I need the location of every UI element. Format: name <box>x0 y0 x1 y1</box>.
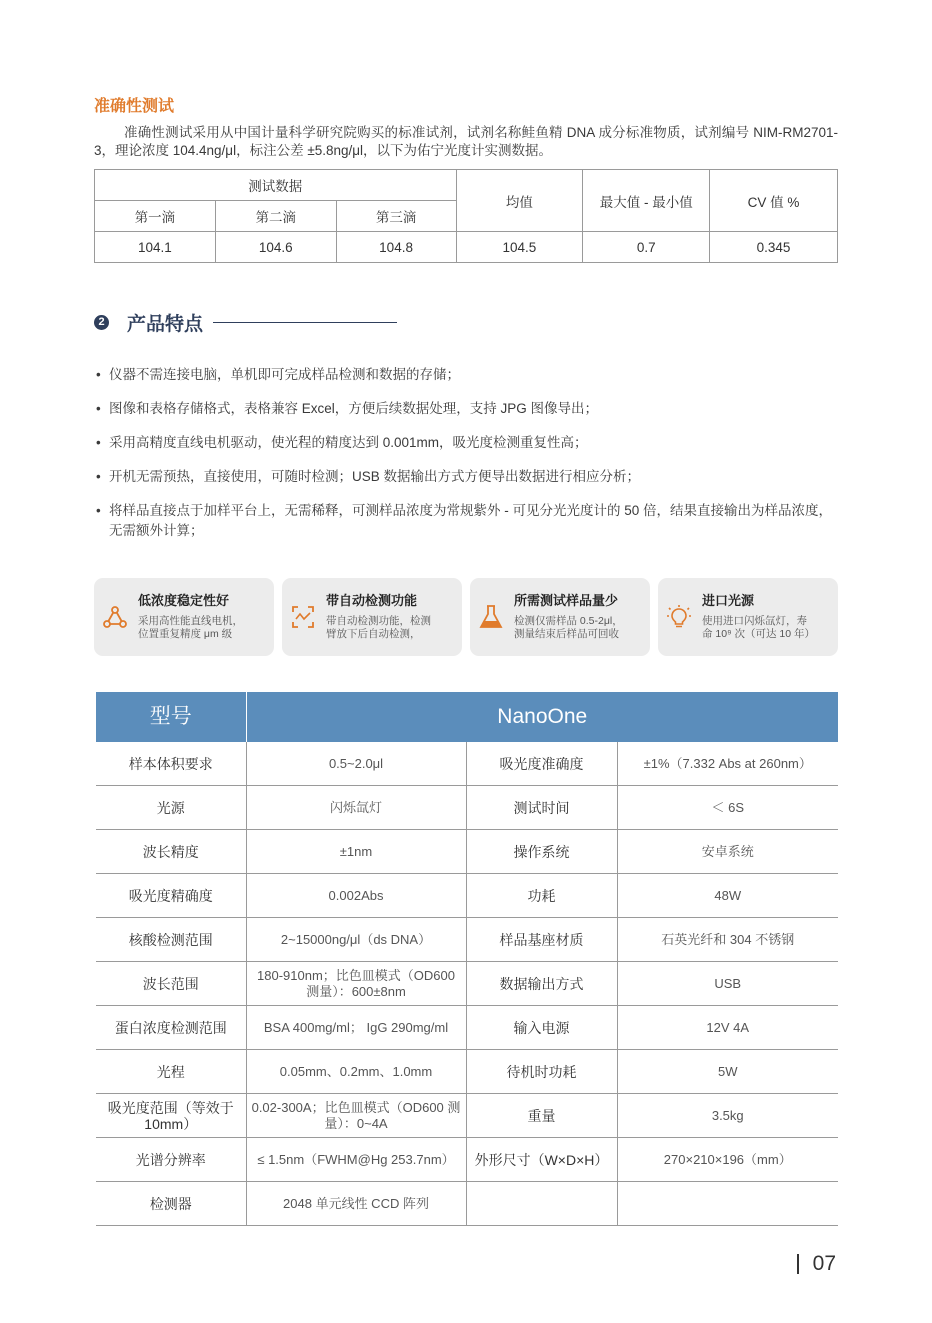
page-number-text: 07 <box>812 1252 836 1275</box>
spec-label-cell: 待机时功耗 <box>466 1050 617 1094</box>
spec-label-cell: 测试时间 <box>466 786 617 830</box>
spec-value-cell: 270×210×196（mm） <box>617 1138 838 1182</box>
table-cell: 104.8 <box>336 232 456 263</box>
feature-card <box>470 578 650 656</box>
table-cell: 104.6 <box>215 232 336 263</box>
spec-value-cell: 0.05mm、0.2mm、1.0mm <box>246 1050 466 1094</box>
list-item: • 采用高精度直线电机驱动，使光程的精度达到 0.001mm，吸光度检测重复性高； <box>96 433 840 453</box>
spec-value-cell: 180-910nm；比色皿模式（OD600 测量）：600±8nm <box>246 962 466 1006</box>
features-heading <box>94 309 397 335</box>
list-item: • 开机无需预热，直接使用，可随时检测；USB 数据输出方式方便导出数据进行相应分析； <box>96 467 840 487</box>
auto-detect-icon <box>290 604 316 630</box>
accuracy-table <box>94 169 838 263</box>
spec-label-cell: 蛋白浓度检测范围 <box>96 1006 246 1050</box>
spec-label-cell: 核酸检测范围 <box>96 918 246 962</box>
card-desc-line-2: 位置重复精度 μm 级 <box>138 628 233 640</box>
table-row <box>96 874 838 918</box>
table-cell: 104.5 <box>456 232 583 263</box>
lamp-icon <box>666 604 692 630</box>
drop-2-header: 第二滴 <box>215 201 336 232</box>
spec-value-cell: 安卓系统 <box>617 830 838 874</box>
card-desc-line-1: 采用高性能直线电机， <box>138 615 243 627</box>
spec-value-cell: 石英光纤和 304 不锈钢 <box>617 918 838 962</box>
spec-label-cell: 数据输出方式 <box>466 962 617 1006</box>
spec-table <box>96 692 838 1226</box>
spec-label-cell: 输入电源 <box>466 1006 617 1050</box>
card-desc-line-1: 检测仅需样品 0.5-2μl， <box>514 615 623 627</box>
table-row <box>96 1182 838 1226</box>
card-title: 带自动检测功能 <box>326 593 418 608</box>
card-desc-line-1: 使用进口闪烁氙灯，寿 <box>702 615 807 627</box>
spec-value-cell: 0.002Abs <box>246 874 466 918</box>
drop-1-header: 第一滴 <box>95 201 216 232</box>
table-row <box>96 962 838 1006</box>
features-title: 产品特点 <box>127 313 204 335</box>
table-row <box>96 918 838 962</box>
spec-value-cell: ＜ 6S <box>617 786 838 830</box>
spec-value-cell: 0.02-300A；比色皿模式（OD600 测量）：0~4A <box>246 1094 466 1138</box>
table-row <box>96 742 838 786</box>
card-desc-line-2: 命 10⁹ 次（可达 10 年） <box>702 628 816 640</box>
table-row <box>96 786 838 830</box>
spec-label-cell: 波长范围 <box>96 962 246 1006</box>
table-row <box>96 1050 838 1094</box>
features-list <box>96 365 840 555</box>
spec-value-cell: ±1nm <box>246 830 466 874</box>
spec-value-cell <box>617 1182 838 1226</box>
spec-label-cell: 重量 <box>466 1094 617 1138</box>
spec-label-cell: 光程 <box>96 1050 246 1094</box>
feature-card <box>282 578 462 656</box>
card-title: 进口光源 <box>702 593 755 608</box>
list-item: • 仪器不需连接电脑，单机即可完成样品检测和数据的存储； <box>96 365 840 385</box>
table-row <box>96 1006 838 1050</box>
spec-value-cell: ±1%（7.332 Abs at 260nm） <box>617 742 838 786</box>
spec-label-cell: 操作系统 <box>466 830 617 874</box>
card-desc-line-1: 带自动检测功能，检测 <box>326 615 431 627</box>
card-title: 低浓度稳定性好 <box>138 593 230 608</box>
spec-label-cell: 波长精度 <box>96 830 246 874</box>
feature-cards <box>94 578 838 656</box>
table-cell: 104.1 <box>95 232 216 263</box>
table-cell: 0.345 <box>710 232 838 263</box>
spec-value-cell: USB <box>617 962 838 1006</box>
spec-value-cell: ≤ 1.5nm（FWHM@Hg 253.7nm） <box>246 1138 466 1182</box>
spec-label-cell: 功耗 <box>466 874 617 918</box>
heading-rule <box>213 322 397 323</box>
spec-label-cell: 吸光度准确度 <box>466 742 617 786</box>
section-title-accuracy: 准确性测试 <box>94 98 175 115</box>
spec-value-cell: 3.5kg <box>617 1094 838 1138</box>
page-number <box>797 1252 836 1276</box>
accuracy-cv-header: CV 值 % <box>710 170 838 232</box>
spec-value-cell: 5W <box>617 1050 838 1094</box>
spec-label-cell: 外形尺寸（W×D×H） <box>466 1138 617 1182</box>
spec-value-cell: 12V 4A <box>617 1006 838 1050</box>
table-cell: 0.7 <box>583 232 710 263</box>
drop-3-header: 第三滴 <box>336 201 456 232</box>
card-desc-line-2: 测量结束后样品可回收 <box>514 628 619 640</box>
card-title: 所需测试样品量少 <box>514 593 619 608</box>
list-item: • 图像和表格存储格式，表格兼容 Excel，方便后续数据处理，支持 JPG 图像导出； <box>96 399 840 419</box>
spec-value-cell: 2~15000ng/μl（ds DNA） <box>246 918 466 962</box>
section-number-badge: 2 <box>94 315 109 330</box>
spec-header-label: 型号 <box>96 692 246 742</box>
spec-label-cell: 检测器 <box>96 1182 246 1226</box>
spec-label-cell: 吸光度精确度 <box>96 874 246 918</box>
accuracy-group-header: 测试数据 <box>95 170 457 201</box>
spec-value-cell: 48W <box>617 874 838 918</box>
accuracy-mean-header: 均值 <box>456 170 583 232</box>
spec-header-model: NanoOne <box>246 692 838 742</box>
spec-label-cell: 光源 <box>96 786 246 830</box>
page-number-bar <box>797 1254 799 1274</box>
table-row <box>96 1094 838 1138</box>
stability-icon <box>102 604 128 630</box>
accuracy-maxmin-header: 最大值 - 最小值 <box>583 170 710 232</box>
list-item: • 将样品直接点于加样平台上，无需稀释，可测样品浓度为常规紫外 - 可见分光光度计的 50 倍，结果直接输出为样品浓度，无需额外计算； <box>96 501 840 541</box>
table-row <box>96 830 838 874</box>
spec-value-cell: 2048 单元线性 CCD 阵列 <box>246 1182 466 1226</box>
spec-label-cell <box>466 1182 617 1226</box>
flask-icon <box>478 604 504 630</box>
spec-value-cell: 0.5~2.0μl <box>246 742 466 786</box>
feature-card <box>94 578 274 656</box>
card-desc-line-2: 臂放下后自动检测， <box>326 628 421 640</box>
feature-card <box>658 578 838 656</box>
spec-value-cell: BSA 400mg/ml； IgG 290mg/ml <box>246 1006 466 1050</box>
spec-label-cell: 光谱分辨率 <box>96 1138 246 1182</box>
spec-label-cell: 样品基座材质 <box>466 918 617 962</box>
spec-label-cell: 样本体积要求 <box>96 742 246 786</box>
table-row <box>96 1138 838 1182</box>
accuracy-paragraph: 准确性测试采用从中国计量科学研究院购买的标准试剂，试剂名称鲑鱼精 DNA 成分标准物质，试剂编号 NIM-RM2701-3，理论浓度 104.4ng/μl，标注公差 ±5.8ng/μl，以下为佑宁光度计实测数据。 <box>94 125 838 158</box>
spec-value-cell: 闪烁氙灯 <box>246 786 466 830</box>
spec-label-cell: 吸光度范围（等效于 10mm） <box>96 1094 246 1138</box>
